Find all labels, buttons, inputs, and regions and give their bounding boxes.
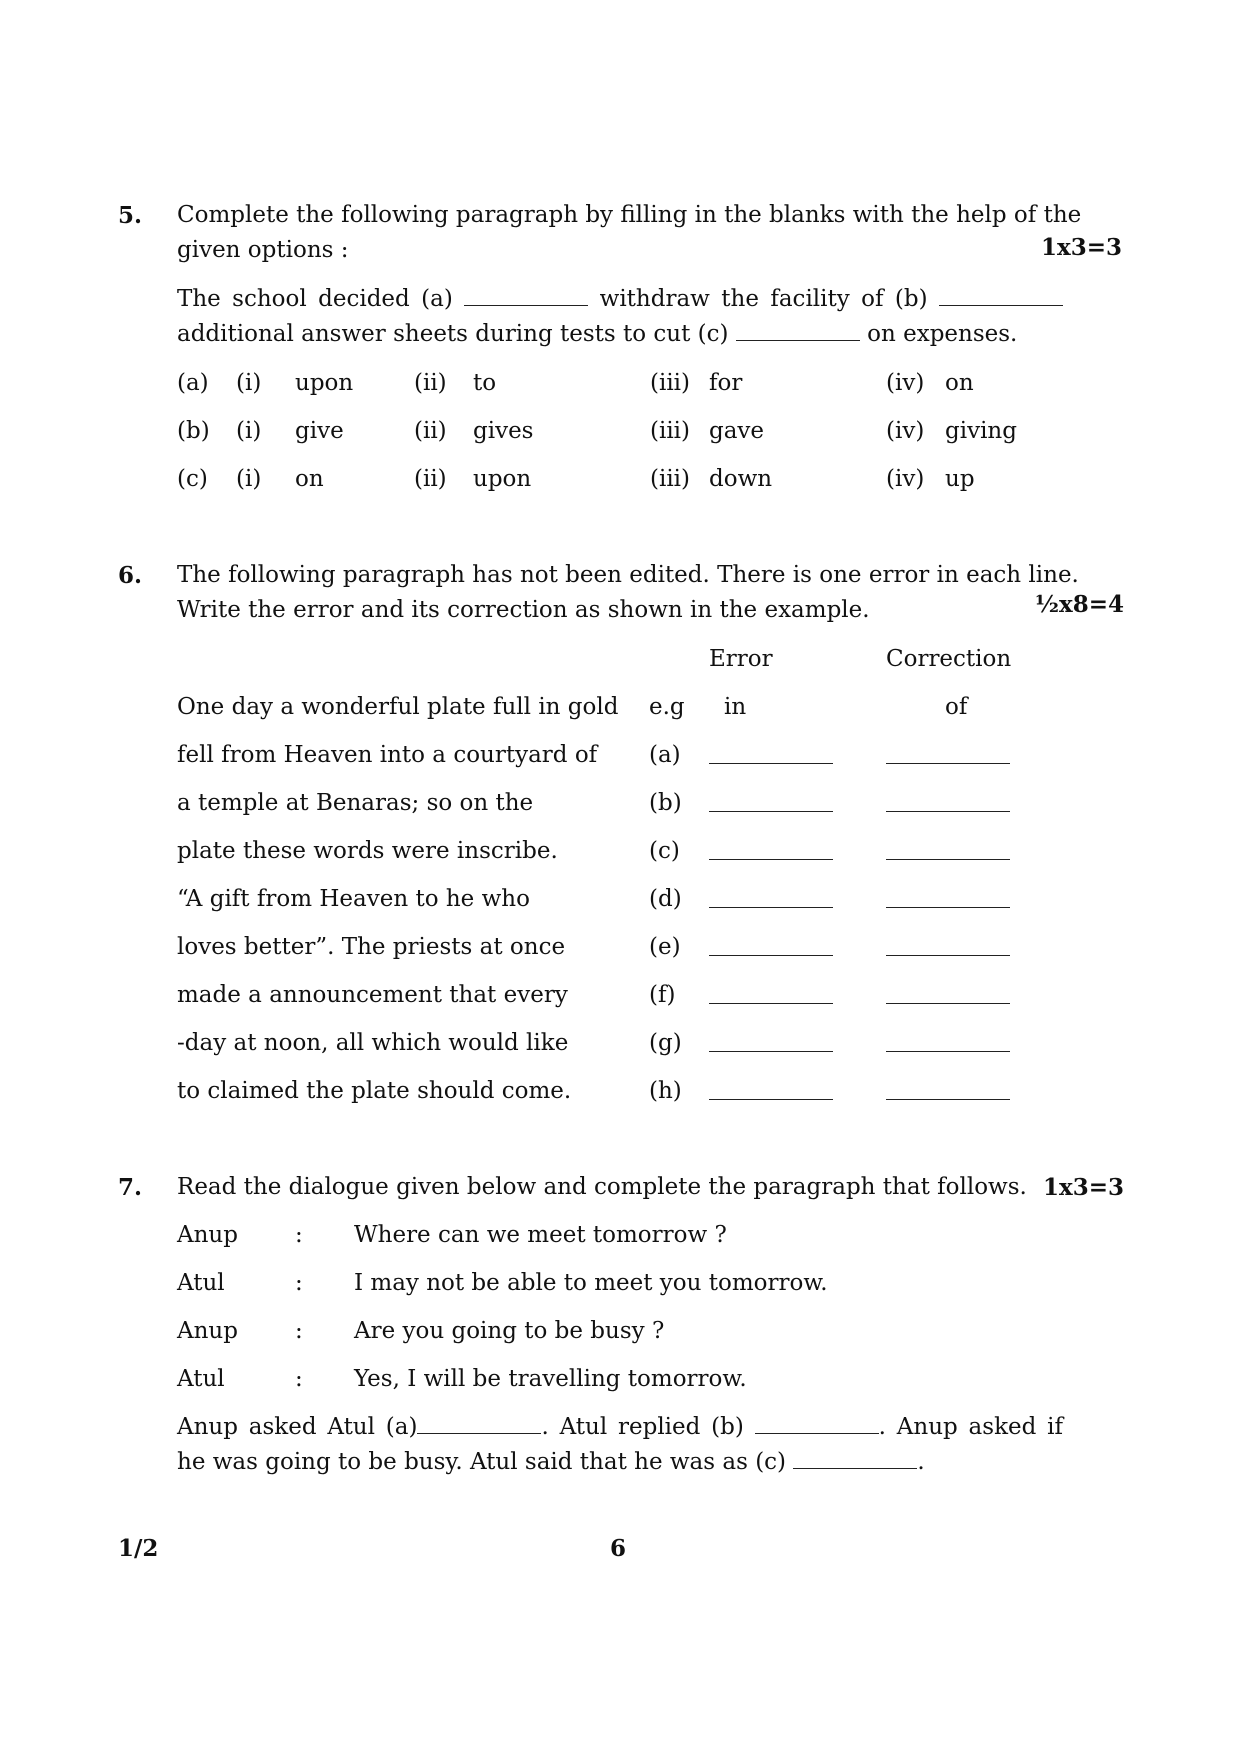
marks-badge: ½x8=4 [1035,591,1124,618]
instruction-line-1: Complete the following paragraph by filling in the blanks with the help of the [177,202,1082,228]
colon: : [295,1270,303,1296]
example-error: in [724,694,747,720]
paragraph-line-1 [177,1410,1063,1445]
choice-number: (iii) [650,370,691,396]
row-label: (f) [649,982,676,1008]
correction-blank[interactable] [886,1051,1010,1052]
speaker-name: Anup [177,1222,238,1248]
paragraph-line-1 [177,282,1063,317]
row-label: (c) [649,838,680,864]
blank-c[interactable] [736,318,860,341]
option-label: (a) [177,370,209,396]
row-label: (d) [649,886,682,912]
choice-word[interactable]: down [709,466,773,492]
dialogue-text: Are you going to be busy ? [354,1318,665,1344]
question-number: 6. [118,562,143,589]
marks-badge: 1x3=3 [1041,234,1122,261]
row-label: (g) [649,1030,682,1056]
choice-number: (iv) [886,370,925,396]
paragraph-text: on expenses. [867,321,1018,347]
error-blank[interactable] [709,811,833,812]
column-header-error: Error [709,646,773,672]
error-blank[interactable] [709,1099,833,1100]
paragraph-line-2 [177,317,1017,352]
passage-line: made a announcement that every [177,982,568,1008]
choice-word[interactable]: gave [709,418,765,444]
paragraph-text: . [917,1449,925,1475]
option-label: (b) [177,418,210,444]
choice-number: (ii) [414,466,447,492]
question-number: 7. [118,1174,143,1201]
choice-word[interactable]: on [295,466,324,492]
choice-number: (ii) [414,418,447,444]
error-blank[interactable] [709,859,833,860]
marks-badge: 1x3=3 [1043,1174,1124,1201]
choice-word[interactable]: up [945,466,975,492]
choice-number: (i) [236,466,262,492]
paragraph-text: withdraw the facility of (b) [599,286,928,312]
passage-line: fell from Heaven into a courtyard of [177,742,598,768]
row-label: (e) [649,934,681,960]
example-correction: of [945,694,968,720]
paragraph-line-2 [177,1445,925,1480]
choice-number: (iii) [650,418,691,444]
choice-word[interactable]: upon [473,466,532,492]
passage-line: “A gift from Heaven to he who [177,886,530,912]
blank-a[interactable] [417,1411,541,1434]
correction-blank[interactable] [886,811,1010,812]
blank-a[interactable] [464,283,588,306]
instruction-line-2: given options : [177,237,349,263]
choice-number: (i) [236,418,262,444]
error-blank[interactable] [709,1003,833,1004]
page-number: 6 [610,1535,627,1562]
choice-word[interactable]: giving [945,418,1017,444]
correction-blank[interactable] [886,763,1010,764]
speaker-name: Atul [177,1366,225,1392]
choice-word[interactable]: give [295,418,344,444]
choice-number: (i) [236,370,262,396]
paragraph-text: The school decided (a) [177,286,453,312]
choice-number: (iv) [886,418,925,444]
instruction: Read the dialogue given below and complete the paragraph that follows. [177,1174,1027,1200]
choice-word[interactable]: to [473,370,497,396]
dialogue-text: Yes, I will be travelling tomorrow. [354,1366,747,1392]
colon: : [295,1366,303,1392]
choice-word[interactable]: upon [295,370,354,396]
correction-blank[interactable] [886,955,1010,956]
passage-line: loves better”. The priests at once [177,934,566,960]
choice-word[interactable]: on [945,370,974,396]
dialogue-text: I may not be able to meet you tomorrow. [354,1270,828,1296]
paragraph-text: . Anup asked if [878,1414,1064,1440]
passage-line: -day at noon, all which would like [177,1030,569,1056]
correction-blank[interactable] [886,1099,1010,1100]
instruction-line-2: Write the error and its correction as shown in the example. [177,597,870,623]
passage-line: to claimed the plate should come. [177,1078,572,1104]
question-number: 5. [118,202,143,229]
correction-blank[interactable] [886,1003,1010,1004]
choice-number: (iv) [886,466,925,492]
row-label: (h) [649,1078,682,1104]
option-label: (c) [177,466,208,492]
instruction-line-1: The following paragraph has not been edited. There is one error in each line. [177,562,1079,588]
paragraph-text: Anup asked Atul (a) [177,1414,418,1440]
blank-b[interactable] [755,1411,879,1434]
dialogue-text: Where can we meet tomorrow ? [354,1222,727,1248]
paragraph-text: additional answer sheets during tests to cut (c) [177,321,729,347]
blank-b[interactable] [939,283,1063,306]
colon: : [295,1222,303,1248]
error-blank[interactable] [709,907,833,908]
error-blank[interactable] [709,955,833,956]
colon: : [295,1318,303,1344]
correction-blank[interactable] [886,859,1010,860]
row-label: (b) [649,790,682,816]
row-label: (a) [649,742,681,768]
choice-word[interactable]: for [709,370,743,396]
correction-blank[interactable] [886,907,1010,908]
choice-word[interactable]: gives [473,418,534,444]
passage-line: a temple at Benaras; so on the [177,790,534,816]
paragraph-text: . Atul replied (b) [541,1414,744,1440]
paragraph-text: he was going to be busy. Atul said that he was as (c) [177,1449,787,1475]
paper-code: 1/2 [118,1535,159,1562]
error-blank[interactable] [709,1051,833,1052]
choice-number: (iii) [650,466,691,492]
choice-number: (ii) [414,370,447,396]
passage-line: One day a wonderful plate full in gold [177,694,619,720]
passage-line: plate these words were inscribe. [177,838,558,864]
row-label: e.g [649,694,685,720]
speaker-name: Anup [177,1318,238,1344]
blank-c[interactable] [793,1446,917,1469]
error-blank[interactable] [709,763,833,764]
speaker-name: Atul [177,1270,225,1296]
column-header-correction: Correction [886,646,1012,672]
